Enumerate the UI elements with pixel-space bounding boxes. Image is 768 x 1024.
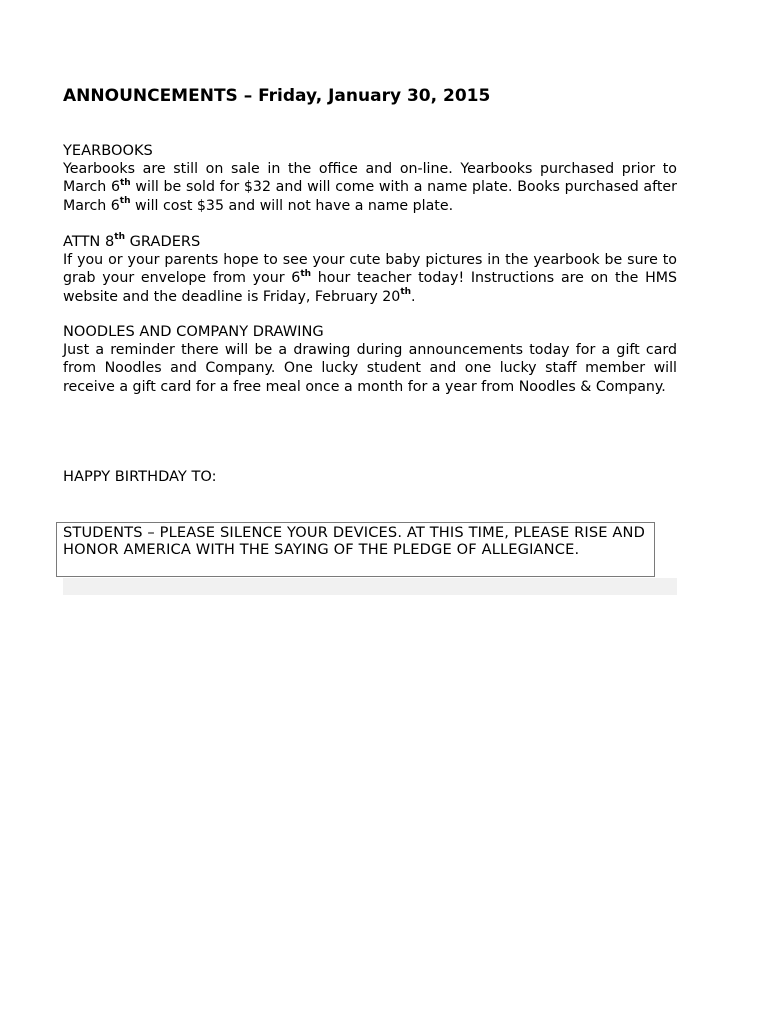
graders-heading-post: GRADERS (124, 233, 201, 250)
yearbooks-text-3: will cost $35 and will not have a name plate. (130, 197, 454, 214)
birthday-heading: HAPPY BIRTHDAY TO: (63, 468, 217, 485)
graders-heading-pre: ATTN 8 (63, 233, 115, 250)
yearbooks-text-2: will be sold for $32 and will come with a name plate. Books purchased after March 6 (63, 179, 677, 214)
pledge-box (56, 522, 655, 577)
birthday-section (63, 468, 677, 486)
graders-text-3: . (411, 288, 416, 305)
yearbooks-sup-1: th (119, 177, 131, 188)
graders-heading-sup: th (114, 232, 125, 243)
graders-sup-2: th (400, 286, 412, 297)
graders-sup-1: th (300, 268, 312, 279)
pledge-box-shading (63, 578, 677, 595)
graders-section (63, 233, 677, 306)
noodles-body: Just a reminder there will be a drawing during announcements today for a gift card from Noodles and Company. One lucky student and one lucky staff member will receive a gift card for a free meal once a month for a year from Noodles & Company. (63, 342, 677, 395)
graders-text-2: hour teacher today! Instructions are on the HMS website and the deadline is Friday, February 20 (63, 270, 677, 305)
graders-heading (63, 233, 677, 251)
yearbooks-section (63, 142, 677, 215)
graders-text-1: If you or your parents hope to see your cute baby pictures in the yearbook be sure to grab your envelope from your 6 (63, 252, 677, 287)
pledge-text: STUDENTS – PLEASE SILENCE YOUR DEVICES. AT THIS TIME, PLEASE RISE AND HONOR AMERICA WITH THE SAYING OF THE PLEDGE OF ALLEGIANCE. (63, 524, 646, 558)
yearbooks-sup-2: th (119, 195, 131, 206)
yearbooks-heading: YEARBOOKS (63, 142, 153, 159)
page-title: ANNOUNCEMENTS – Friday, January 30, 2015 (63, 86, 491, 106)
noodles-heading: NOODLES AND COMPANY DRAWING (63, 323, 324, 340)
yearbooks-body (63, 160, 677, 215)
yearbooks-text-1: Yearbooks are still on sale in the office and on-line. Yearbooks purchased prior to March 6 (63, 161, 677, 196)
noodles-section (63, 323, 677, 396)
graders-body (63, 251, 677, 306)
